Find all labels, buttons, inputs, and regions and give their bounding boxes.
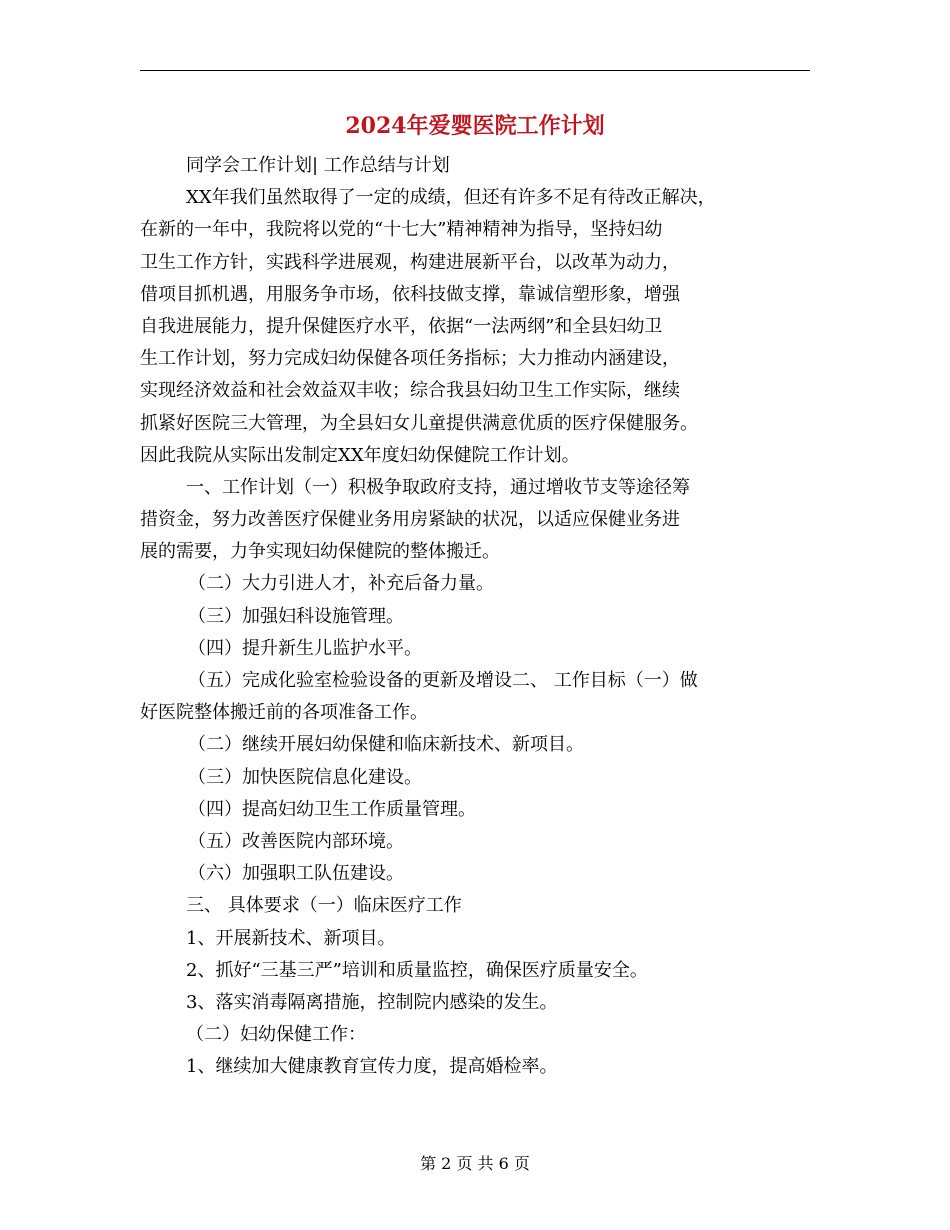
body-line: （六）加强职工队伍建设。 <box>188 863 404 885</box>
body-line: 抓紧好医院三大管理，为全县妇女儿童提供满意优质的医疗保健服务。 <box>140 412 698 434</box>
body-line: （四）提升新生儿监护水平。 <box>188 637 422 659</box>
body-line: 在新的一年中，我院将以党的“十七大”精神精神为指导，坚持妇幼 <box>140 219 663 241</box>
body-line: （二）妇幼保健工作： <box>186 1024 366 1046</box>
body-line: （五）完成化验室检验设备的更新及增设二、 工作目标（一）做 <box>188 670 698 691</box>
body-line: 实现经济效益和社会效益双丰收；综合我县妇幼卫生工作实际，继续 <box>140 380 680 402</box>
document-title: 2024年爱婴医院工作计划 <box>345 113 605 139</box>
body-line: 措资金，努力改善医疗保健业务用房紧缺的状况，以适应保健业务进 <box>140 509 680 531</box>
document-body <box>140 150 820 1083</box>
body-line: 展的需要，力争实现妇幼保健院的整体搬迁。 <box>140 541 500 563</box>
body-line: 卫生工作方针，实践科学进展观，构建进展新平台，以改革为动力， <box>140 251 680 273</box>
body-line: 同学会工作计划| 工作总结与计划 <box>186 155 450 176</box>
body-line: 一、工作计划（一）积极争取政府支持，通过增收节支等途径筹 <box>186 476 690 498</box>
body-line: （三）加强妇科设施管理。 <box>188 605 404 627</box>
body-line: 1、继续加大健康教育宣传力度，提高婚检率。 <box>186 1056 558 1078</box>
body-line: 2、抓好“三基三严”培训和质量监控，确保医疗质量安全。 <box>186 959 648 981</box>
body-line: 好医院整体搬迁前的各项准备工作。 <box>140 702 428 724</box>
top-rule <box>140 70 810 71</box>
body-line: 三、 具体要求（一）临床医疗工作 <box>186 895 462 917</box>
page-footer: 第 2 页 共 6 页 <box>420 1154 530 1173</box>
body-line: （五）改善医院内部环境。 <box>188 830 404 852</box>
body-line: 自我进展能力，提升保健医疗水平，依据“一法两纲”和全县妇幼卫 <box>140 315 663 337</box>
body-line: 3、落实消毒隔离措施，控制院内感染的发生。 <box>186 991 558 1013</box>
body-line: （二）大力引进人才，补充后备力量。 <box>188 573 494 595</box>
body-line: 因此我院从实际出发制定XX年度妇幼保健院工作计划。 <box>140 444 580 466</box>
body-line: （三）加快医院信息化建设。 <box>188 766 422 788</box>
body-line: （四）提高妇幼卫生工作质量管理。 <box>188 798 476 820</box>
body-line: （二）继续开展妇幼保健和临床新技术、新项目。 <box>188 734 584 756</box>
body-line: 生工作计划，努力完成妇幼保健各项任务指标；大力推动内涵建设， <box>140 348 680 370</box>
body-line: XX年我们虽然取得了一定的成绩，但还有许多不足有待改正解决， <box>186 187 716 209</box>
body-line: 1、开展新技术、新项目。 <box>186 927 396 949</box>
body-line: 借项目抓机遇，用服务争市场，依科技做支撑，靠诚信塑形象，增强 <box>140 283 680 305</box>
